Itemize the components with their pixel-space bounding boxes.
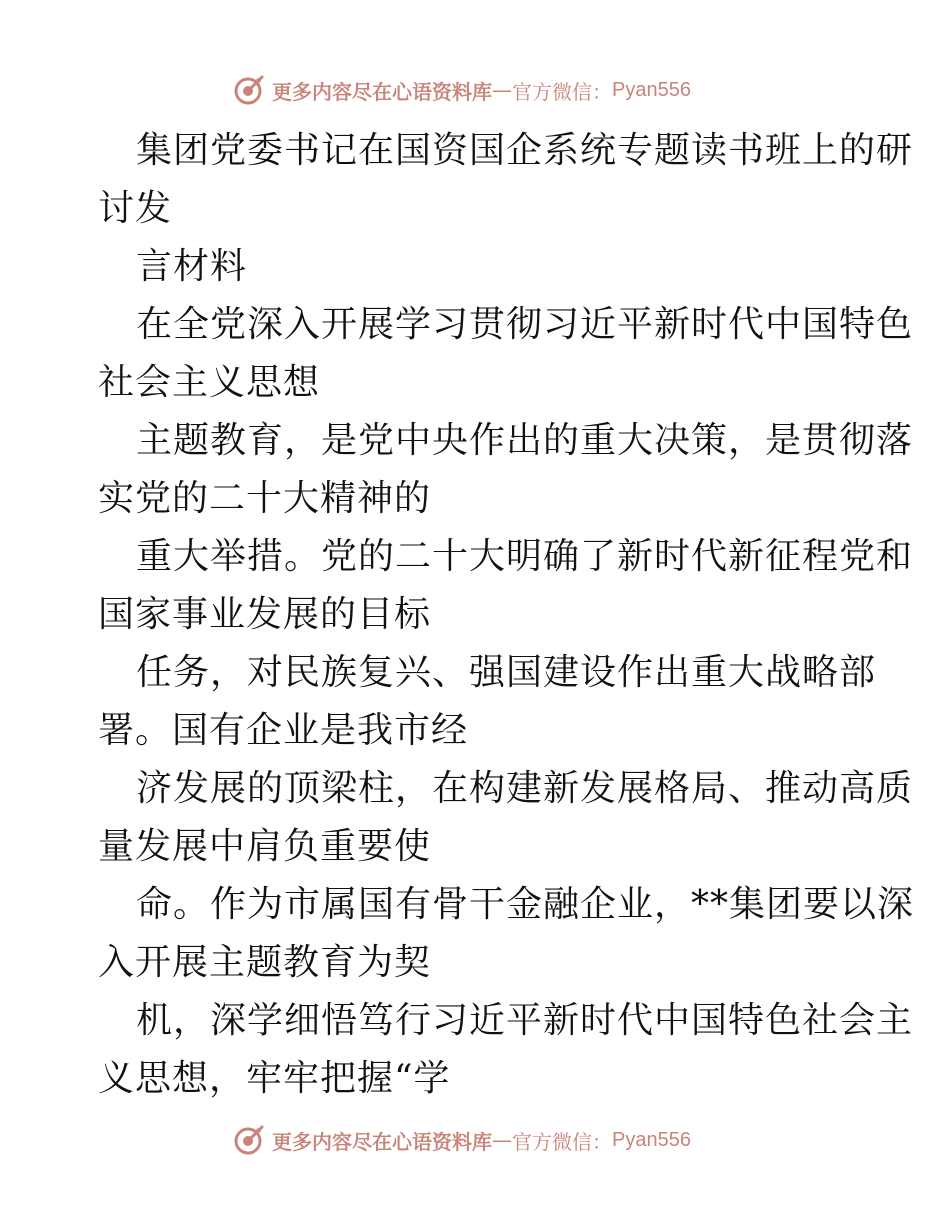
header-banner	[232, 72, 691, 108]
text-line: 济发展的顶梁柱，在构建新发展格局、推动高质	[136, 768, 914, 809]
document-body	[98, 122, 915, 1108]
pen-logo-icon	[232, 1123, 266, 1157]
banner-wechat-label: 官方微信：	[512, 79, 612, 104]
footer-banner	[232, 1122, 691, 1158]
text-line: 言材料	[136, 246, 248, 287]
text-line: 量发展中肩负重要使	[98, 826, 432, 867]
pen-logo-icon	[232, 73, 266, 107]
text-line: 义思想，牢牢把握“学	[98, 1058, 451, 1099]
text-line: 入开展主题教育为契	[98, 942, 432, 983]
banner-wechat-id: Pyan556	[612, 1128, 691, 1151]
banner-separator: —	[492, 78, 512, 102]
text-line: 机，深学细悟笃行习近平新时代中国特色社会主	[136, 1000, 914, 1041]
text-line: 主题教育，是党中央作出的重大决策，是贯彻落	[136, 420, 914, 461]
text-line: 集团党委书记在国资国企系统专题读书班上的研	[136, 130, 914, 171]
text-line: 国家事业发展的目标	[98, 594, 432, 635]
text-line: 社会主义思想	[98, 362, 321, 403]
text-line: 命。作为市属国有骨干金融企业，**集团要以深	[136, 884, 915, 925]
text-line: 在全党深入开展学习贯彻习近平新时代中国特色	[136, 304, 914, 345]
banner-title: 更多内容尽在心语资料库	[272, 79, 492, 104]
text-line: 实党的二十大精神的	[98, 478, 432, 519]
banner-separator: —	[492, 1128, 512, 1152]
banner-wechat-id: Pyan556	[612, 78, 691, 101]
text-line: 署。国有企业是我市经	[98, 710, 469, 751]
text-line: 重大举措。党的二十大明确了新时代新征程党和	[136, 536, 914, 577]
banner-wechat-label: 官方微信：	[512, 1129, 612, 1154]
banner-title: 更多内容尽在心语资料库	[272, 1129, 492, 1154]
text-line: 讨发	[98, 188, 173, 229]
text-line: 任务，对民族复兴、强国建设作出重大战略部	[136, 652, 877, 693]
